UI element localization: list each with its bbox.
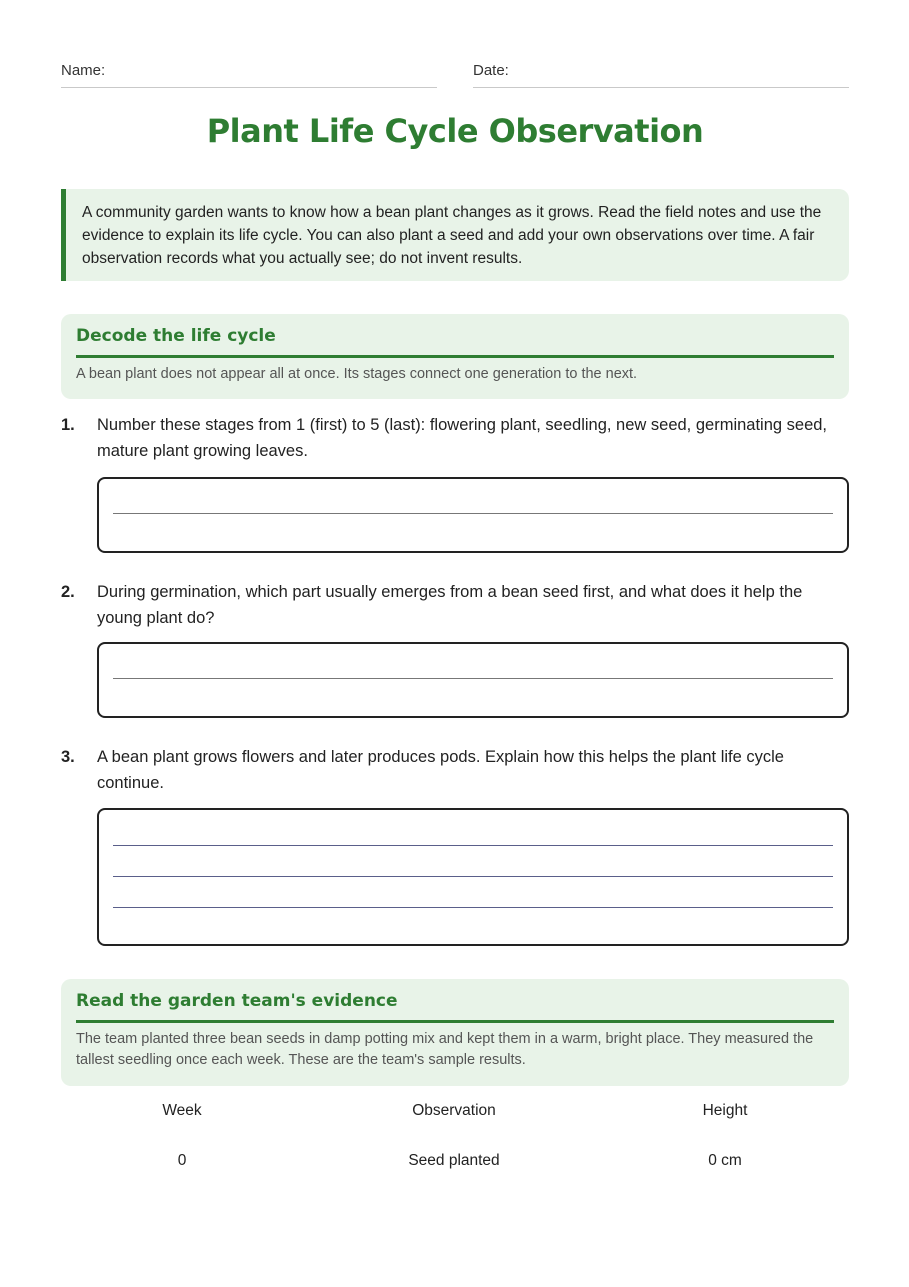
answer-line — [113, 907, 833, 908]
question-text: A bean plant grows flowers and later produces pods. Explain how this helps the plant life cycle continue. — [97, 748, 784, 792]
question-number: 1. — [61, 416, 75, 434]
answer-line — [113, 845, 833, 846]
answer-line — [113, 876, 833, 877]
answer-line — [113, 678, 833, 679]
section-garden-evidence — [61, 979, 849, 1086]
answer-box-3[interactable] — [97, 808, 849, 946]
cell-observation: Seed planted — [408, 1152, 500, 1169]
question-text: During germination, which part usually emerges from a bean seed first, and what does it help the young plant do? — [97, 583, 803, 627]
cell-height: 0 cm — [708, 1152, 742, 1169]
name-field[interactable] — [61, 60, 437, 88]
question-text: Number these stages from 1 (first) to 5 (last): flowering plant, seedling, new seed, germinating seed, mature plant growing leaves. — [97, 416, 828, 460]
date-label: Date: — [473, 62, 509, 79]
section-description: A bean plant does not appear all at once. Its stages connect one generation to the next. — [76, 366, 638, 382]
column-header-height: Height — [702, 1102, 748, 1119]
cell-week: 0 — [177, 1152, 187, 1169]
column-header-observation: Observation — [412, 1102, 496, 1119]
column-header-week: Week — [162, 1102, 202, 1119]
question-number: 2. — [61, 583, 75, 601]
intro-callout: A community garden wants to know how a bean plant changes as it grows. Read the field notes and use the evidence to explain its life cycle. You can also plant a seed and add your own observations over time. A fair observation records what you actually see; do not invent results. — [61, 189, 849, 281]
date-field[interactable] — [473, 60, 849, 88]
section-heading: Read the garden team's evidence — [76, 991, 834, 1023]
student-info-fields — [61, 60, 849, 90]
section-heading: Decode the life cycle — [76, 326, 834, 358]
name-label: Name: — [61, 62, 106, 79]
table-row — [61, 1152, 849, 1178]
section-decode-life-cycle — [61, 314, 849, 399]
answer-box-2[interactable] — [97, 642, 849, 718]
answer-box-1[interactable] — [97, 477, 849, 553]
table-header-row — [61, 1102, 849, 1128]
question-number: 3. — [61, 748, 75, 766]
page-title: Plant Life Cycle Observation — [206, 112, 704, 150]
section-description: The team planted three bean seeds in damp potting mix and kept them in a warm, bright place. They measured the tallest seedling once each week. These are the team's sample results. — [76, 1031, 814, 1068]
answer-line — [113, 513, 833, 514]
